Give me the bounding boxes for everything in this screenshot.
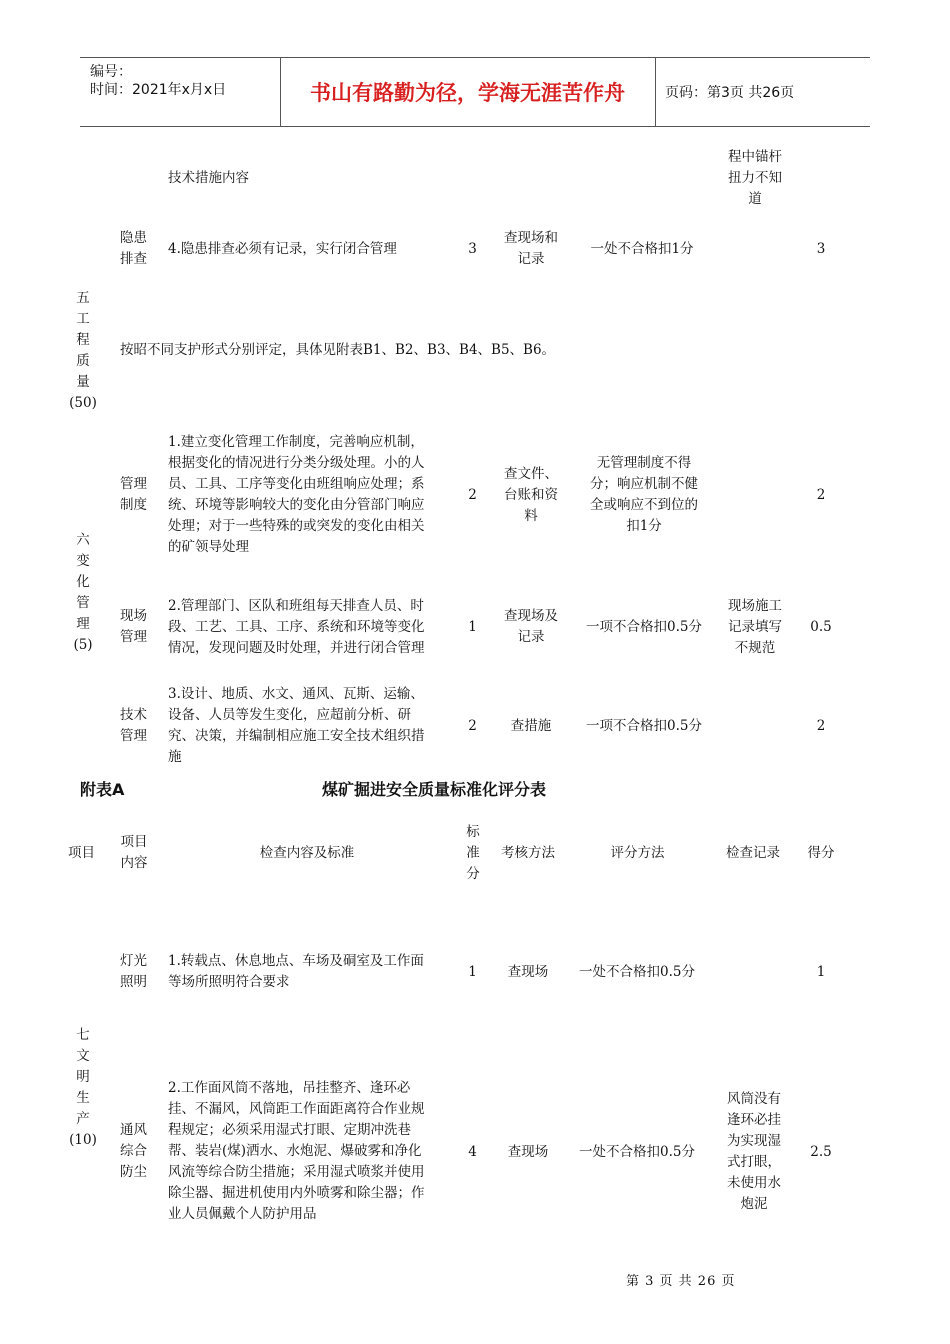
header-record: 检查记录 xyxy=(726,845,780,861)
row-record: 风筒没有 逢环必挂 为实现湿 式打眼， 未使用水 炮泥 xyxy=(727,1091,781,1212)
row-content: 2.管理部门、区队和班组每天排查人员、时 段、工艺、工具、工序、系统和环境等变化 情况，发现问题及时处理，并进行闭合管理 xyxy=(168,598,425,656)
row-item: 隐患 排查 xyxy=(120,230,147,267)
row-scoring: 无管理制度不得 分；响应机制不健 全或响应不到位的 扣1分 xyxy=(590,455,698,534)
row-method: 查措施 xyxy=(510,718,552,734)
row-score: 2.5 xyxy=(810,1144,832,1160)
row-score: 2 xyxy=(816,718,826,734)
row-content: 4.隐患排查必须有记录，实行闭合管理 xyxy=(168,241,397,257)
row-std: 1 xyxy=(468,964,477,980)
appendix-title: 煤矿掘进安全质量标准化评分表 xyxy=(322,780,547,799)
row-item: 技术 管理 xyxy=(120,707,147,744)
row-method: 查现场及 记录 xyxy=(504,608,558,645)
row-method: 查文件、 台账和资 料 xyxy=(504,466,558,524)
row-method: 查现场和 记录 xyxy=(504,230,558,267)
row-content: 3.设计、地质、水文、通风、瓦斯、运输、 设备、人员等发生变化，应超前分析、研 究、决策，并编制相应施工安全技术组织措 施 xyxy=(168,686,425,765)
header-scoring: 评分方法 xyxy=(610,845,665,861)
row-content: 2.工作面风筒不落地，吊挂整齐、逢环必 挂、不漏风，风筒距工作面距离符合作业规 程规定；必须采用湿式打眼、定期冲洗巷 帮、装岩(煤)洒水、水炮泥、爆破雾和净化 风流等综合防尘措施；采用湿式喷浆并使用 除尘器、掘进机使用内外喷雾和除尘器；作 业人员佩戴个人防护用品 xyxy=(168,1080,425,1222)
page-footer: 第 3 页 共 26 页 xyxy=(626,1274,736,1289)
row-scoring: 一处不合格扣0.5分 xyxy=(579,964,695,980)
row-scoring: 一处不合格扣0.5分 xyxy=(579,1144,695,1160)
fragment-content: 技术措施内容 xyxy=(168,170,249,186)
row-item: 现场 管理 xyxy=(120,608,147,645)
section-label: 七 文 明 生 产 (10) xyxy=(69,1027,97,1148)
row-score: 0.5 xyxy=(810,619,832,635)
row-std: 1 xyxy=(468,619,477,635)
row-item: 通风 综合 防尘 xyxy=(120,1122,147,1180)
row-scoring: 一项不合格扣0.5分 xyxy=(586,619,702,635)
row-score: 1 xyxy=(816,964,826,980)
row-item: 灯光 照明 xyxy=(120,953,147,990)
header-divider xyxy=(655,58,656,126)
page-header xyxy=(80,57,870,127)
row-std: 2 xyxy=(468,718,477,734)
row-method: 查现场 xyxy=(507,1144,549,1160)
header-method: 考核方法 xyxy=(501,845,555,861)
row-scoring: 一项不合格扣0.5分 xyxy=(586,718,702,734)
section-label: 六 变 化 管 理 (5) xyxy=(73,532,93,653)
row-method: 查现场 xyxy=(507,964,549,980)
section-label: 五 工 程 质 量 (50) xyxy=(69,290,97,411)
header-number: 编号： xyxy=(90,64,132,80)
header-meta xyxy=(90,63,226,99)
header-item: 项目 内容 xyxy=(120,834,148,871)
header-score: 得分 xyxy=(807,845,835,861)
row-score: 3 xyxy=(816,241,826,257)
header-project: 项目 xyxy=(68,845,95,861)
row-std: 2 xyxy=(468,487,477,503)
row-std: 4 xyxy=(468,1144,477,1160)
appendix-label: 附表A xyxy=(80,780,125,799)
row-content: 1.建立变化管理工作制度，完善响应机制， 根据变化的情况进行分类分级处理。小的人 员、工具、工序等变化由班组响应处理；系 统、环境等影响较大的变化由分管部门响应 处理；对于一些特殊的或突发的变化由相关 的矿领导处理 xyxy=(168,434,425,555)
header-content: 检查内容及标准 xyxy=(259,845,355,861)
header-date: 时间：2021年x月x日 xyxy=(90,82,227,98)
row-item: 管理 制度 xyxy=(120,476,147,513)
header-std: 标 准 分 xyxy=(466,824,480,882)
row-scoring: 一处不合格扣1分 xyxy=(590,241,694,257)
row-score: 2 xyxy=(816,487,826,503)
row-content: 1.转载点、休息地点、车场及硐室及工作面 等场所照明符合要求 xyxy=(168,953,424,990)
fragment-record: 程中锚杆 扭力不知 道 xyxy=(728,149,782,207)
row-record: 现场施工 记录填写 不规范 xyxy=(728,598,782,656)
header-motto: 书山有路勤为径，学海无涯苦作舟 xyxy=(310,81,625,105)
section-note: 按昭不同支护形式分别评定，具体见附表B1、B2、B3、B4、B5、B6。 xyxy=(120,342,556,358)
header-page-info: 页码：第3页 共26页 xyxy=(665,85,795,101)
row-std: 3 xyxy=(468,241,477,257)
